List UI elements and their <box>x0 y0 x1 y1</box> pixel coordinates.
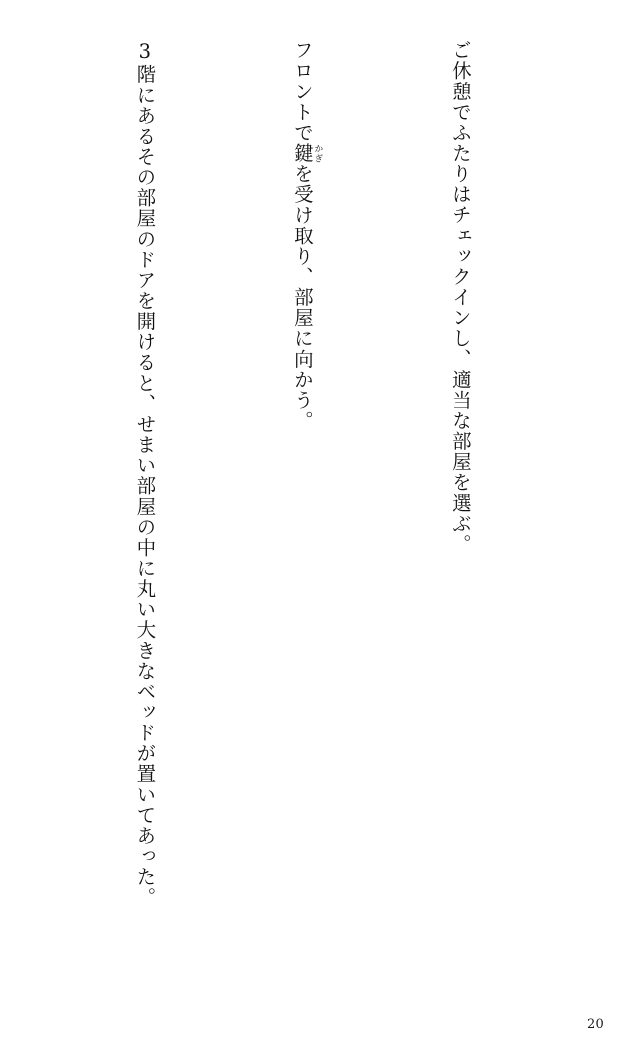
paragraph-2-text-after: を受け取り、部屋に向かう。 <box>290 163 314 431</box>
ruby-base-kagi: 鍵 <box>290 142 314 164</box>
paragraph-3: 3階にあるその部屋のドアを開けると、せまい部屋の中に丸い大きなベッドが置いてあった。 <box>133 40 157 908</box>
paragraph-4 <box>0 40 7 985</box>
ruby-kagi <box>290 142 323 164</box>
paragraph-1: ご休憩でふたりはチェックインし、適当な部屋を選ぶ。 <box>448 40 472 555</box>
paragraph-2-text-before: フロントで <box>290 40 314 143</box>
paragraph-2 <box>283 40 323 985</box>
ruby-text-kagi: かぎ <box>312 142 323 164</box>
page-number: 20 <box>586 1017 604 1032</box>
vertical-text-body <box>38 40 598 985</box>
